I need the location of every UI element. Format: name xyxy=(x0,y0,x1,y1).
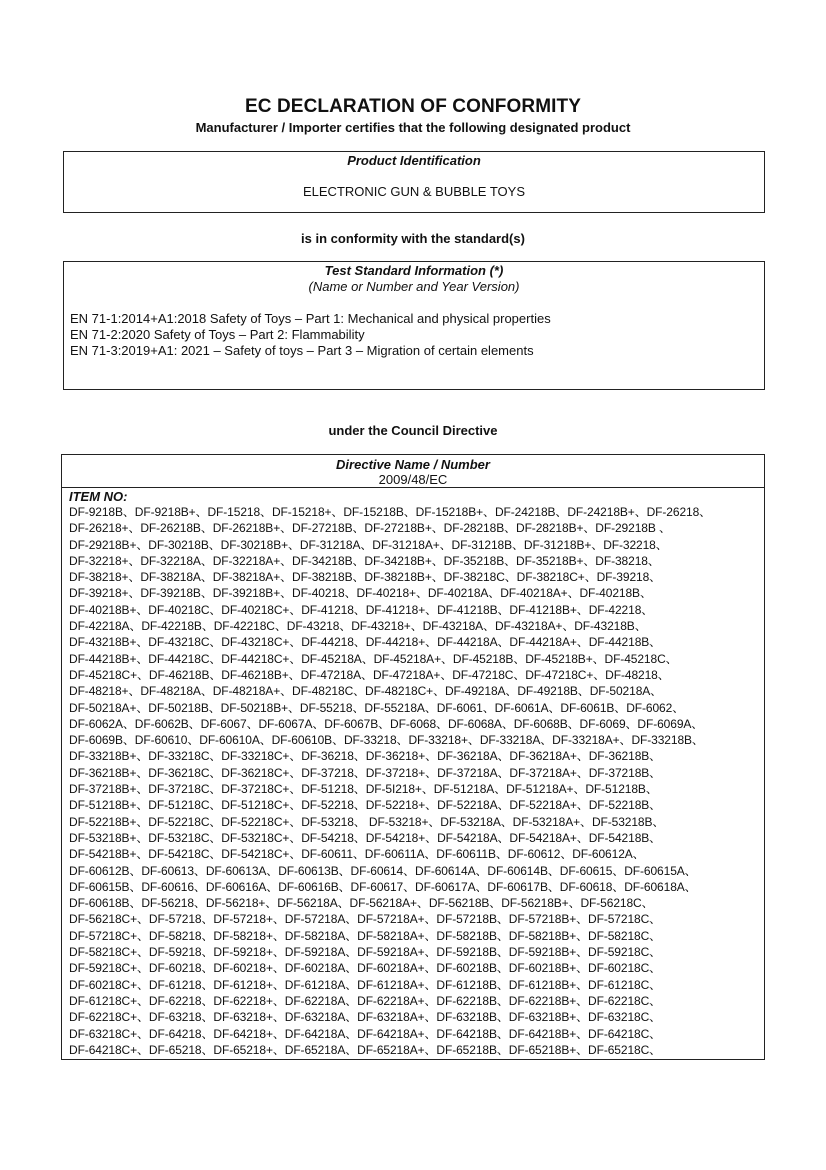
document-title: EC DECLARATION OF CONFORMITY xyxy=(245,96,581,117)
standard-line: EN 71-2:2020 Safety of Toys – Part 2: Flammability xyxy=(70,327,365,342)
standard-line: EN 71-3:2019+A1: 2021 – Safety of toys – Part 3 – Migration of certain elements xyxy=(70,343,534,358)
item-line: DF-56218C+、DF-57218、DF-57218+、DF-57218A、DF-57218A+、DF-57218B、DF-57218B+、DF-57218C、 xyxy=(69,912,662,927)
item-line: DF-51218B+、DF-51218C、DF-51218C+、DF-52218、DF-52218+、DF-52218A、DF-52218A+、DF-52218B、 xyxy=(69,798,662,813)
item-line: DF-53218B+、DF-53218C、DF-53218C+、DF-54218、DF-54218+、DF-54218A、DF-54218A+、DF-54218B、 xyxy=(69,830,662,845)
item-line: DF-60218C+、DF-61218、DF-61218+、DF-61218A、DF-61218A+、DF-61218B、DF-61218B+、DF-61218C、 xyxy=(69,977,662,992)
item-line: DF-64218C+、DF-65218、DF-65218+、DF-65218A、DF-65218A+、DF-65218B、DF-65218B+、DF-65218C、 xyxy=(69,1042,662,1057)
standard-line: EN 71-1:2014+A1:2018 Safety of Toys – Part 1: Mechanical and physical properties xyxy=(70,311,551,326)
item-no-label: ITEM NO: xyxy=(69,489,128,504)
item-line: DF-37218B+、DF-37218C、DF-37218C+、DF-51218、DF-5I218+、DF-51218A、DF-51218A+、DF-51218B、 xyxy=(69,782,658,797)
item-line: DF-61218C+、DF-62218、DF-62218+、DF-62218A、DF-62218A+、DF-62218B、DF-62218B+、DF-62218C、 xyxy=(69,993,662,1008)
item-line: DF-32218+、DF-32218A、DF-32218A+、DF-34218B、DF-34218B+、DF-35218B、DF-35218B+、DF-38218、 xyxy=(69,553,660,568)
item-line: DF-48218+、DF-48218A、DF-48218A+、DF-48218C、DF-48218C+、DF-49218A、DF-49218B、DF-50218A、 xyxy=(69,684,663,699)
item-line: DF-62218C+、DF-63218、DF-63218+、DF-63218A、DF-63218A+、DF-63218B、DF-63218B+、DF-63218C、 xyxy=(69,1010,662,1025)
item-line: DF-29218B+、DF-30218B、DF-30218B+、DF-31218A、DF-31218A+、DF-31218B、DF-31218B+、DF-32218、 xyxy=(69,537,668,552)
directive-header: Directive Name / Number xyxy=(336,457,490,472)
item-line: DF-42218A、DF-42218B、DF-42218C、DF-43218、DF-43218+、DF-43218A、DF-43218A+、DF-43218B、 xyxy=(69,619,647,634)
item-line: DF-44218B+、DF-44218C、DF-44218C+、DF-45218A、DF-45218A+、DF-45218B、DF-45218B+、DF-45218C、 xyxy=(69,651,678,666)
directive-header-row xyxy=(62,455,764,488)
document-subtitle: Manufacturer / Importer certifies that the following designated product xyxy=(195,120,631,135)
conformity-label: is in conformity with the standard(s) xyxy=(301,231,525,246)
directive-number: 2009/48/EC xyxy=(378,472,448,487)
standard-list xyxy=(70,311,551,359)
item-line: DF-40218B+、DF-40218C、DF-40218C+、DF-41218、DF-41218+、DF-41218B、DF-41218B+、DF-42218、 xyxy=(69,602,654,617)
item-line: DF-59218C+、DF-60218、DF-60218+、DF-60218A、DF-60218A+、DF-60218B、DF-60218B+、DF-60218C、 xyxy=(69,961,662,976)
item-line: DF-60618B、DF-56218、DF-56218+、DF-56218A、DF-56218A+、DF-56218B、DF-56218B+、DF-56218C、 xyxy=(69,896,654,911)
item-line: DF-60615B、DF-60616、DF-60616A、DF-60616B、DF-60617、DF-60617A、DF-60617B、DF-60618、DF-60618A、 xyxy=(69,879,697,894)
item-line: DF-54218B+、DF-54218C、DF-54218C+、DF-60611、DF-60611A、DF-60611B、DF-60612、DF-60612A、 xyxy=(69,847,645,862)
product-identification-header: Product Identification xyxy=(347,153,481,168)
item-line: DF-45218C+、DF-46218B、DF-46218B+、DF-47218A、DF-47218A+、DF-47218C、DF-47218C+、DF-48218、 xyxy=(69,667,670,682)
item-line: DF-33218B+、DF-33218C、DF-33218C+、DF-36218、DF-36218+、DF-36218A、DF-36218A+、DF-36218B、 xyxy=(69,749,662,764)
product-name: ELECTRONIC GUN & BUBBLE TOYS xyxy=(302,184,526,199)
directive-label: under the Council Directive xyxy=(328,423,498,438)
item-line: DF-36218B+、DF-36218C、DF-36218C+、DF-37218、DF-37218+、DF-37218A、DF-37218A+、DF-37218B、 xyxy=(69,765,662,780)
test-standard-box xyxy=(63,261,765,390)
item-line: DF-9218B、DF-9218B+、DF-15218、DF-15218+、DF-15218B、DF-15218B+、DF-24218B、DF-24218B+、DF-26218、 xyxy=(69,505,712,519)
item-lines xyxy=(69,504,764,1058)
item-line: DF-57218C+、DF-58218、DF-58218+、DF-58218A、DF-58218A+、DF-58218B、DF-58218B+、DF-58218C、 xyxy=(69,928,662,943)
item-line: DF-6069B、DF-60610、DF-60610A、DF-60610B、DF-33218、DF-33218+、DF-33218A、DF-33218A+、DF-33218B、 xyxy=(69,733,704,748)
item-line: DF-50218A+、DF-50218B、DF-50218B+、DF-55218、DF-55218A、DF-6061、DF-6061A、DF-6061B、DF-6062、 xyxy=(69,700,685,715)
item-line: DF-39218+、DF-39218B、DF-39218B+、DF-40218、DF-40218+、DF-40218A、DF-40218A+、DF-40218B、 xyxy=(69,586,652,601)
item-line: DF-58218C+、DF-59218、DF-59218+、DF-59218A、DF-59218A+、DF-59218B、DF-59218B+、DF-59218C、 xyxy=(69,945,662,960)
item-list xyxy=(62,488,764,1058)
item-line: DF-60612B、DF-60613、DF-60613A、DF-60613B、DF-60614、DF-60614A、DF-60614B、DF-60615、DF-60615A、 xyxy=(69,863,697,878)
item-line: DF-26218+、DF-26218B、DF-26218B+、DF-27218B、DF-27218B+、DF-28218B、DF-28218B+、DF-29218B 、 xyxy=(69,521,671,536)
item-line: DF-52218B+、DF-52218C、DF-52218C+、DF-53218、 DF-53218+、DF-53218A、DF-53218A+、DF-53218B、 xyxy=(69,814,665,829)
directive-box xyxy=(61,454,765,1060)
product-identification-box xyxy=(63,151,765,213)
item-line: DF-6062A、DF-6062B、DF-6067、DF-6067A、DF-6067B、DF-6068、DF-6068A、DF-6068B、DF-6069、DF-6069A、 xyxy=(69,716,704,731)
test-standard-subheader: (Name or Number and Year Version) xyxy=(308,279,520,294)
item-line: DF-43218B+、DF-43218C、DF-43218C+、DF-44218、DF-44218+、DF-44218A、DF-44218A+、DF-44218B、 xyxy=(69,635,662,650)
item-line: DF-63218C+、DF-64218、DF-64218+、DF-64218A、DF-64218A+、DF-64218B、DF-64218B+、DF-64218C、 xyxy=(69,1026,662,1041)
test-standard-header: Test Standard Information (*) xyxy=(324,263,504,278)
item-line: DF-38218+、DF-38218A、DF-38218A+、DF-38218B、DF-38218B+、DF-38218C、DF-38218C+、DF-39218、 xyxy=(69,570,662,585)
